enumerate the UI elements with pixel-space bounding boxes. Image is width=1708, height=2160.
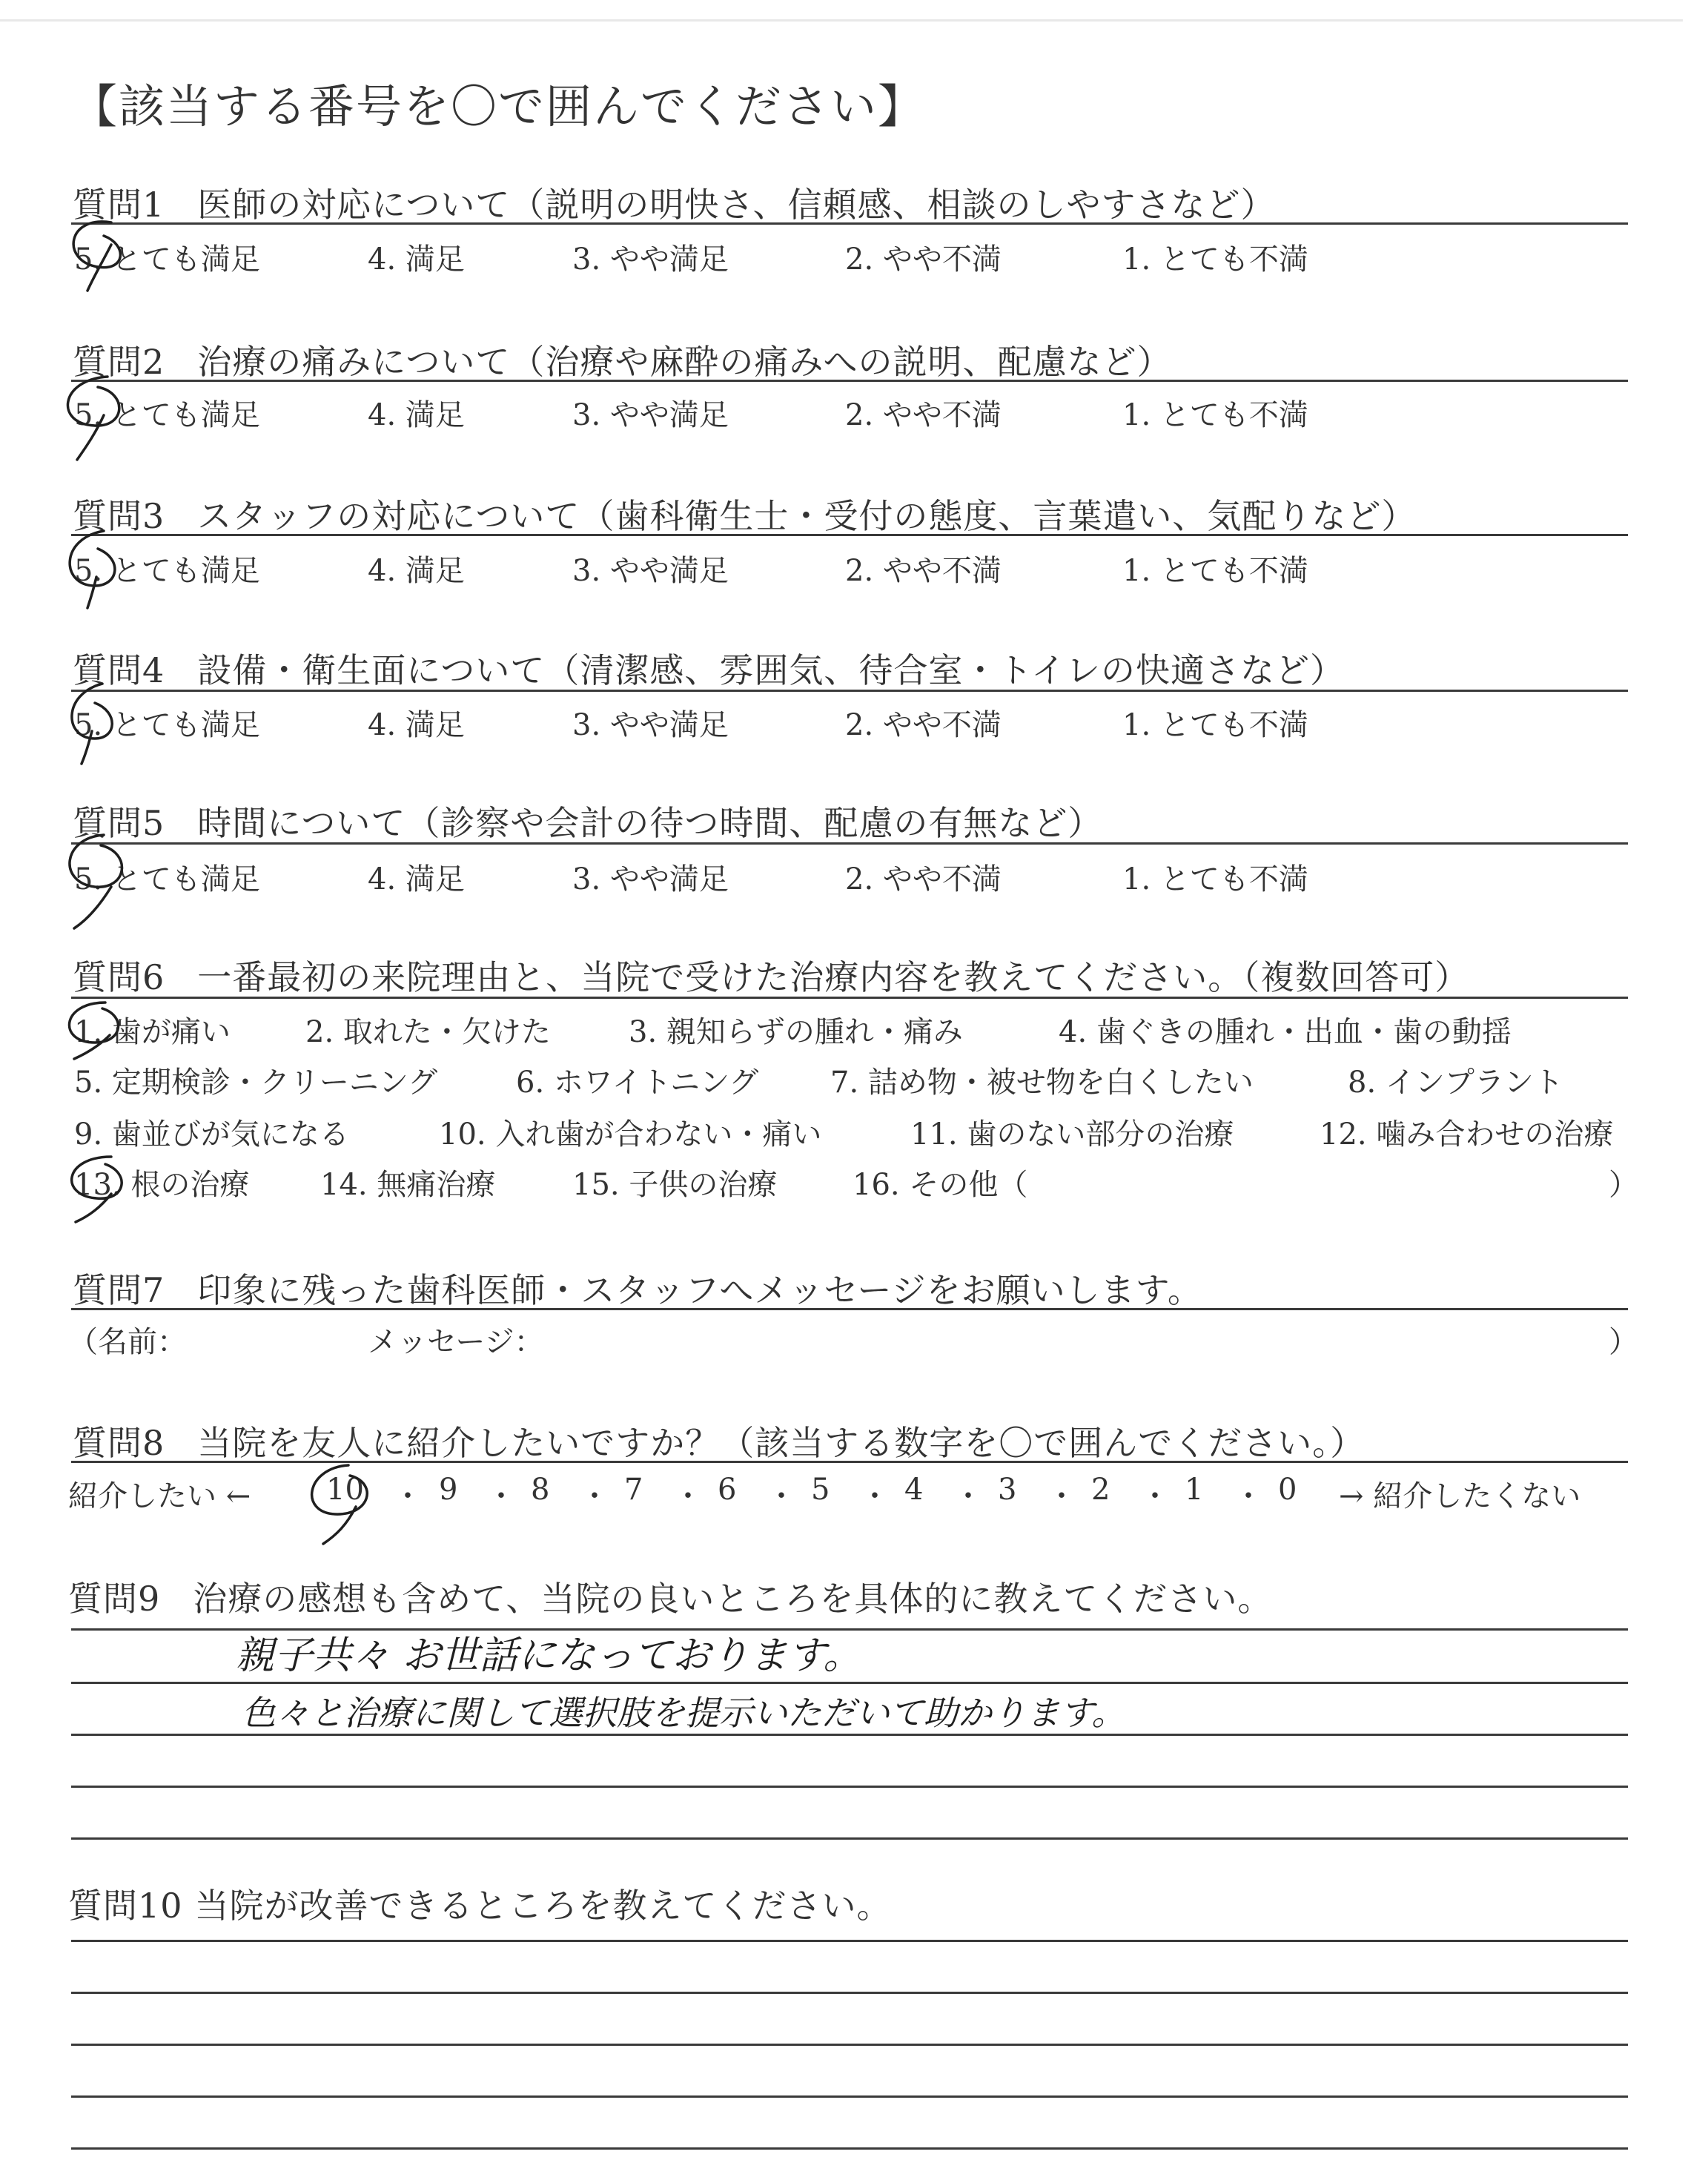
question-1-number: 質問1 [73, 185, 165, 225]
q3-option-3[interactable]: 3. やや満足 [572, 554, 729, 588]
q5-option-5[interactable]: 5. とても満足 [74, 862, 260, 896]
q8-scale-dot: ・ [1047, 1479, 1076, 1513]
question-6-number: 質問6 [73, 957, 165, 997]
q6-option-4[interactable]: 4. 歯ぐきの腫れ・出血・歯の動揺 [1059, 1015, 1512, 1049]
q8-scale-dot: ・ [860, 1479, 890, 1513]
q5-circle-mark [70, 835, 122, 928]
q6-option-2[interactable]: 2. 取れた・欠けた [305, 1015, 551, 1049]
q2-option-3[interactable]: 3. やや満足 [572, 398, 729, 432]
q1-option-3[interactable]: 3. やや満足 [572, 242, 729, 277]
q8-scale-dot: ・ [953, 1479, 983, 1513]
q3-option-1[interactable]: 1. とても不満 [1122, 554, 1308, 588]
q8-circle-mark [312, 1465, 368, 1544]
q5-option-1[interactable]: 1. とても不満 [1122, 862, 1308, 896]
q8-scale-10[interactable]: 10 [326, 1473, 364, 1507]
question-3-text: スタッフの対応について（歯科衛生士・受付の態度、言葉遣い、気配りなど） [197, 496, 1417, 536]
q6-circle-mark-option-1 [69, 1003, 118, 1059]
q6-option-1[interactable]: 1. 歯が痛い [74, 1015, 231, 1049]
q6-option-16[interactable]: 16. その他（ [853, 1168, 1028, 1202]
question-5-number: 質問5 [73, 803, 165, 843]
q4-option-3[interactable]: 3. やや満足 [572, 708, 729, 742]
q8-scale-dot: ・ [580, 1479, 609, 1513]
question-4-text: 設備・衛生面について（清潔感、雰囲気、待合室・トイレの快適さなど） [197, 650, 1345, 690]
q6-option-7[interactable]: 7. 詰め物・被せ物を白くしたい [830, 1066, 1254, 1100]
q6-option-11[interactable]: 11. 歯のない部分の治療 [910, 1117, 1234, 1152]
q8-scale-8[interactable]: 8 [531, 1473, 550, 1507]
question-5-text: 時間について（診察や会計の待つ時間、配慮の有無など） [197, 803, 1103, 843]
q1-option-4[interactable]: 4. 満足 [368, 242, 465, 277]
q4-option-5[interactable]: 5. とても満足 [74, 708, 260, 742]
question-8-text: 当院を友人に紹介したいですか？（該当する数字を〇で囲んでください。） [197, 1423, 1366, 1463]
q7-name-label[interactable]: （名前： [68, 1325, 187, 1359]
q1-option-5[interactable]: 5. とても満足 [74, 242, 260, 277]
q7-message-label[interactable]: メッセージ： [368, 1325, 544, 1359]
q8-scale-7[interactable]: 7 [624, 1473, 643, 1507]
q5-option-4[interactable]: 4. 満足 [368, 862, 465, 896]
q2-option-4[interactable]: 4. 満足 [368, 398, 465, 432]
q6-circle-mark-option-13 [72, 1157, 122, 1222]
question-9-text: 治療の感想も含めて、当院の良いところを具体的に教えてください。 [193, 1579, 1273, 1619]
q3-option-5[interactable]: 5. とても満足 [74, 554, 260, 588]
q7-close: ） [1609, 1325, 1638, 1359]
q3-circle-mark [70, 531, 115, 608]
q8-scale-dot: ・ [673, 1479, 703, 1513]
q1-option-2[interactable]: 2. やや不満 [845, 242, 1002, 277]
q8-scale-9[interactable]: 9 [439, 1473, 458, 1507]
q9-handwritten-answer [236, 1634, 1125, 1733]
q2-option-5[interactable]: 5. とても満足 [74, 398, 260, 432]
q8-scale-4[interactable]: 4 [904, 1473, 924, 1507]
q6-option-9[interactable]: 9. 歯並びが気になる [74, 1117, 349, 1152]
q8-scale-dot: ・ [393, 1479, 423, 1513]
form-title: 【該当する番号を〇で囲んでください】 [71, 79, 926, 133]
question-2-number: 質問2 [73, 342, 165, 382]
question-10-number: 質問10 [68, 1886, 183, 1926]
q1-option-1[interactable]: 1. とても不満 [1122, 242, 1308, 277]
q8-scale-1[interactable]: 1 [1185, 1473, 1204, 1507]
q6-option-8[interactable]: 8. インプラント [1348, 1066, 1563, 1100]
q6-option-6[interactable]: 6. ホワイトニング [516, 1066, 759, 1100]
question-7-text: 印象に残った歯科医師・スタッフへメッセージをお願いします。 [197, 1270, 1202, 1310]
question-4-number: 質問4 [73, 650, 165, 690]
q5-option-2[interactable]: 2. やや不満 [845, 862, 1002, 896]
q6-option-12[interactable]: 12. 噛み合わせの治療 [1320, 1117, 1614, 1152]
q6-option-14[interactable]: 14. 無痛治療 [320, 1168, 496, 1202]
question-1-text: 医師の対応について（説明の明快さ、信頼感、相談のしやすさなど） [197, 185, 1276, 225]
q6-option-10[interactable]: 10. 入れ歯が合わない・痛い [439, 1117, 822, 1152]
question-9-number: 質問9 [68, 1579, 161, 1619]
q6-option-3[interactable]: 3. 親知らずの腫れ・痛み [629, 1015, 963, 1049]
question-8-number: 質問8 [73, 1423, 165, 1463]
q6-option-13[interactable]: 13. 根の治療 [74, 1168, 250, 1202]
q8-scale-0[interactable]: 0 [1278, 1473, 1297, 1507]
question-6-text: 一番最初の来院理由と、当院で受けた治療内容を教えてください。（複数回答可） [197, 957, 1470, 997]
q8-scale-3[interactable]: 3 [998, 1473, 1017, 1507]
q4-option-1[interactable]: 1. とても不満 [1122, 708, 1308, 742]
question-2-text: 治療の痛みについて（治療や麻酔の痛みへの説明、配慮など） [197, 342, 1172, 382]
q6-option-15[interactable]: 15. 子供の治療 [572, 1168, 778, 1202]
q4-option-2[interactable]: 2. やや不満 [845, 708, 1002, 742]
question-10-text: 当院が改善できるところを教えてください。 [194, 1886, 892, 1926]
q2-option-2[interactable]: 2. やや不満 [845, 398, 1002, 432]
question-3-number: 質問3 [73, 496, 165, 536]
q8-scale-dot: ・ [767, 1479, 796, 1513]
q1-circle-mark [73, 222, 120, 291]
q3-option-2[interactable]: 2. やや不満 [845, 554, 1002, 588]
q3-option-4[interactable]: 4. 満足 [368, 554, 465, 588]
q8-right-label: → 紹介したくない [1339, 1479, 1581, 1513]
q4-option-4[interactable]: 4. 満足 [368, 708, 465, 742]
q8-scale-dot: ・ [1234, 1479, 1263, 1513]
q8-scale-dot: ・ [1140, 1479, 1170, 1513]
q9-answer-line-1-text: 親子共々 お世話になっております。 [236, 1634, 862, 1678]
q4-circle-mark [72, 684, 112, 764]
q8-scale-dot: ・ [486, 1479, 516, 1513]
question-7-number: 質問7 [73, 1270, 165, 1310]
q2-circle-mark [67, 377, 119, 460]
q8-scale-6[interactable]: 6 [718, 1473, 737, 1507]
q8-scale-5[interactable]: 5 [811, 1473, 830, 1507]
q8-scale-2[interactable]: 2 [1091, 1473, 1110, 1507]
q6-other-close: ） [1609, 1168, 1638, 1202]
q8-left-label: 紹介したい ← [68, 1479, 251, 1513]
q9-answer-line-2-text: 色々と治療に関して選択肢を提示いただいて助かります。 [242, 1693, 1126, 1733]
q5-option-3[interactable]: 3. やや満足 [572, 862, 729, 896]
q6-option-5[interactable]: 5. 定期検診・クリーニング [74, 1066, 438, 1100]
q2-option-1[interactable]: 1. とても不満 [1122, 398, 1308, 432]
